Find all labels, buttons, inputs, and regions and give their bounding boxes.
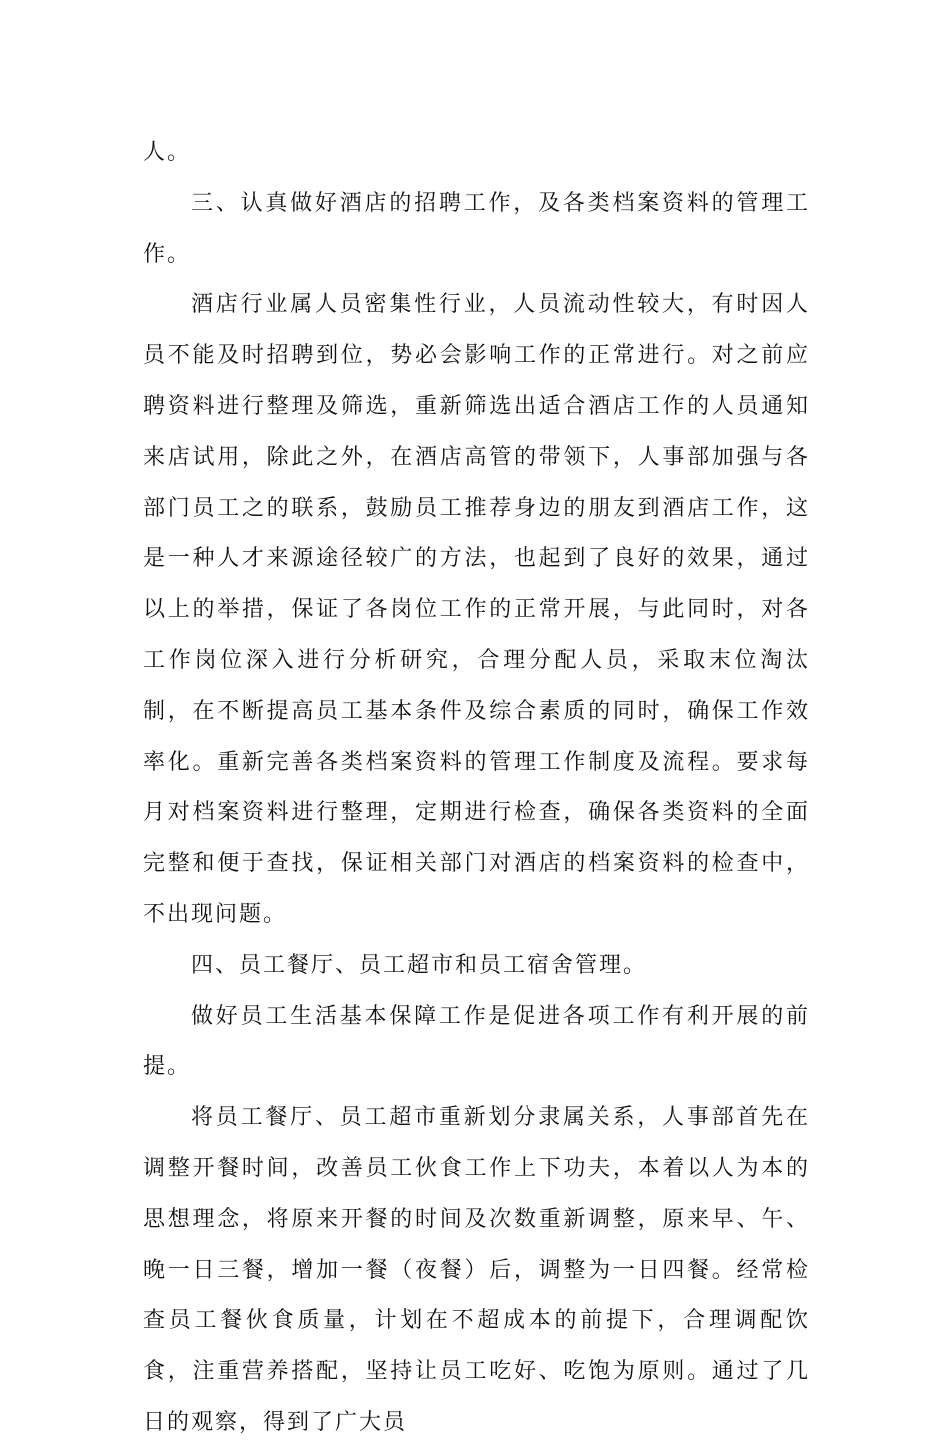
section-heading-four: 四、员工餐厅、员工超市和员工宿舍管理。 [191,952,648,978]
paragraph-recruitment: 酒店行业属人员密集性行业，人员流动性较大，有时因人员不能及时招聘到位，势必会影响工作的正常进行。对之前应聘资料进行整理及筛选，重新筛选出适合酒店工作的人员通知来店试用，除此之外，在酒店高管的带领下，人事部加强与各部门员工之的联系，鼓励员工推荐身边的朋友到酒店工作，这是一种人才来源途径较广的方法，也起到了良好的效果，通过以上的举措，保证了各岗位工作的正常开展，与此同时，对各工作岗位深入进行分析研究，合理分配人员，采取末位淘汰制，在不断提高员工基本条件及综合素质的同时，确保工作效率化。重新完善各类档案资料的管理工作制度及流程。要求每月对档案资料进行整理，定期进行检查，确保各类资料的全面完整和便于查找，保证相关部门对酒店的档案资料的检查中，不出现问题。 [143,292,810,927]
paragraph-staff-welfare: 做好员工生活基本保障工作是促进各项工作有利开展的前提。 [143,1003,810,1080]
paragraph-continuation: 人。 [143,140,192,165]
section-heading-three: 三、认真做好酒店的招聘工作，及各类档案资料的管理工作。 [143,190,810,267]
body-text [143,128,810,1449]
paragraph-canteen: 将员工餐厅、员工超市重新划分隶属关系，人事部首先在调整开餐时间，改善员工伙食工作上下功夫，本着以人为本的思想理念，将原来开餐的时间及次数重新调整，原来早、午、晚一日三餐，增加一餐（夜餐）后，调整为一日四餐。经常检查员工餐伙食质量，计划在不超成本的前提下，合理调配饮食，注重营养搭配，坚持让员工吃好、吃饱为原则。通过了几日的观察，得到了广大员 [143,1105,810,1435]
